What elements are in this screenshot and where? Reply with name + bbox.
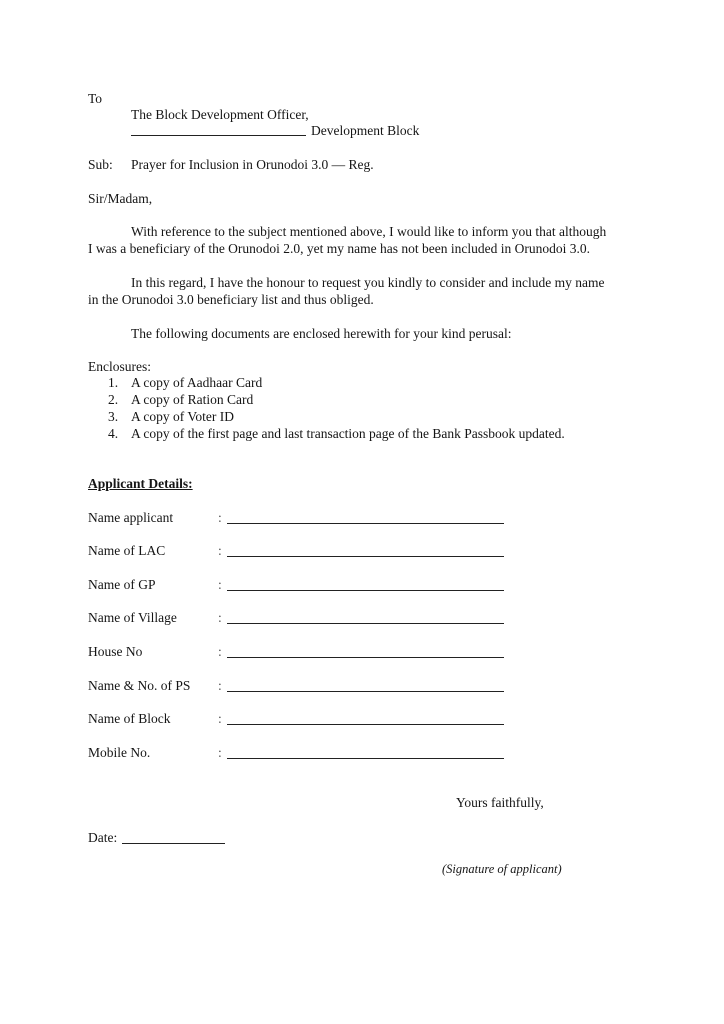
enclosure-text: A copy of the first page and last transaction page of the Bank Passbook updated.: [131, 426, 565, 441]
enclosure-number: 3.: [108, 409, 119, 424]
field-colon: :: [218, 610, 222, 625]
name-of-village-field[interactable]: [227, 623, 504, 624]
field-row-name-applicant: [88, 509, 508, 527]
field-row-name-no-of-ps: [88, 677, 508, 695]
field-row-house-no: [88, 643, 508, 661]
field-row-name-of-block: [88, 710, 508, 728]
addressee-title: The Block Development Officer,: [131, 107, 309, 122]
enclosures-list: [108, 374, 565, 442]
date-label: Date:: [88, 830, 118, 845]
enclosure-item: [108, 408, 565, 425]
enclosure-text: A copy of Voter ID: [131, 409, 234, 424]
enclosure-text: A copy of Ration Card: [131, 392, 254, 407]
development-block-blank: [131, 126, 306, 136]
enclosures-label: Enclosures:: [88, 359, 151, 374]
field-colon: :: [218, 510, 222, 525]
field-colon: :: [218, 543, 222, 558]
field-colon: :: [218, 745, 222, 760]
enclosure-number: 1.: [108, 375, 119, 390]
field-row-name-of-village: [88, 609, 508, 627]
field-colon: :: [218, 711, 222, 726]
field-row-name-of-gp: [88, 576, 508, 594]
enclosure-text: A copy of Aadhaar Card: [131, 375, 263, 390]
paragraph-reference-line-1: With reference to the subject mentioned above, I would like to inform you that although: [131, 224, 607, 239]
name-applicant-field[interactable]: [227, 523, 504, 524]
field-label: Name of Village: [88, 610, 177, 625]
field-label: House No: [88, 644, 143, 659]
enclosure-number: 4.: [108, 426, 119, 441]
field-row-mobile-no: [88, 744, 508, 762]
field-label: Name of LAC: [88, 543, 166, 558]
enclosure-item: [108, 391, 565, 408]
field-colon: :: [218, 678, 222, 693]
subject-label: Sub:: [88, 157, 113, 172]
paragraph-reference: [88, 223, 648, 257]
paragraph-reference-line-2: I was a beneficiary of the Orunodoi 2.0, yet my name has not been included in Orunodoi 3.0.: [88, 241, 590, 256]
field-label: Name & No. of PS: [88, 678, 191, 693]
enclosure-item: [108, 425, 565, 442]
name-no-of-ps-field[interactable]: [227, 691, 504, 692]
mobile-no-field[interactable]: [227, 758, 504, 759]
closing-line: Yours faithfully,: [456, 795, 544, 810]
name-of-gp-field[interactable]: [227, 590, 504, 591]
to-label: To: [88, 91, 103, 106]
paragraph-request: [88, 274, 648, 308]
date-field[interactable]: [122, 843, 225, 844]
field-colon: :: [218, 644, 222, 659]
field-label: Name applicant: [88, 510, 174, 525]
name-of-lac-field[interactable]: [227, 556, 504, 557]
name-of-block-field[interactable]: [227, 724, 504, 725]
paragraph-documents-line: The following documents are enclosed herewith for your kind perusal:: [131, 326, 512, 341]
enclosure-item: [108, 374, 565, 391]
field-colon: :: [218, 577, 222, 592]
subject-text: Prayer for Inclusion in Orunodoi 3.0 — Reg.: [131, 157, 374, 172]
enclosure-number: 2.: [108, 392, 119, 407]
development-block-label: Development Block: [311, 123, 420, 138]
paragraph-request-line-2: in the Orunodoi 3.0 beneficiary list and thus obliged.: [88, 292, 374, 307]
field-label: Name of Block: [88, 711, 171, 726]
field-label: Name of GP: [88, 577, 156, 592]
signature-label: (Signature of applicant): [442, 862, 562, 876]
paragraph-documents: [88, 325, 648, 342]
field-row-name-of-lac: [88, 542, 508, 560]
paragraph-request-line-1: In this regard, I have the honour to request you kindly to consider and include my name: [131, 275, 605, 290]
applicant-details-heading: Applicant Details:: [88, 476, 193, 491]
field-label: Mobile No.: [88, 745, 151, 760]
house-no-field[interactable]: [227, 657, 504, 658]
salutation: Sir/Madam,: [88, 191, 153, 206]
